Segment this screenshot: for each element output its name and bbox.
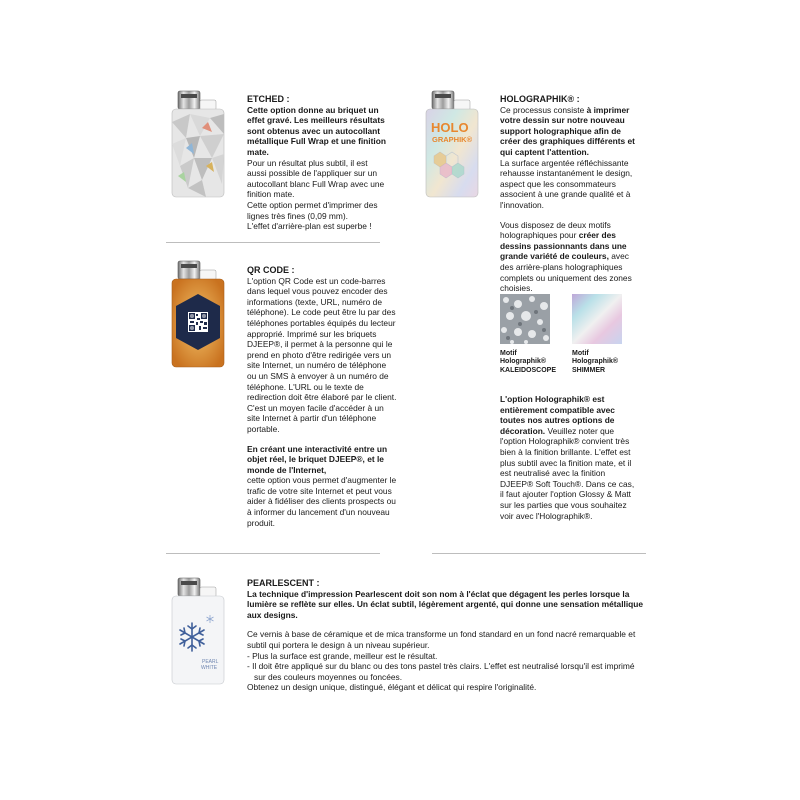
pearlescent-lighter-image [166,575,232,687]
holographik-paragraph-1 [500,105,640,158]
holographik-lighter-image [420,88,486,200]
qr-lighter-image [166,258,232,370]
qr-section [247,265,397,528]
pearlescent-paragraph-2: Obtenez un design unique, distingué, élégant et délicat qui respire l'originalité. [247,682,537,693]
holographik-compatibility [500,394,640,521]
pearlescent-section [247,578,647,693]
etched-section [247,94,387,232]
pearlescent-list [247,651,647,683]
holographik-title: HOLOGRAPHIK® : [500,94,580,104]
divider-qr [166,553,380,554]
holographik-p1-text: Ce processus consiste [500,104,587,115]
etched-paragraph-1: Pour un résultat plus subtil, il est aussi possible de l'appliquer sur un autocollant blanc Full Wrap avec une finition mate. [247,157,385,200]
holographik-section [500,94,640,294]
list-item: - Il doit être appliqué sur du blanc ou des tons pastel très clairs. L'effet est neutralisé lorsqu'il est imprimé sur des couleurs moyennes ou foncées. [247,661,635,682]
holo-logo-line1: HOLO [431,120,469,135]
etched-paragraph-3: L'effet d'arrière-plan est superbe ! [247,221,372,232]
etched-paragraph-2: Cette option permet d'imprimer des lignes très fines (0,09 mm). [247,199,378,221]
pearlescent-intro: La technique d'impression Pearlescent doit son nom à l'éclat que dégagent les perles lorsque la lumière se reflète sur elles. Un éclat subtil, légèrement argenté, qui donne une sensation métallique aux designs. [247,588,644,620]
pearlescent-title: PEARLESCENT : [247,578,320,588]
kaleidoscope-caption: Motif Holographik® KALEIDOSCOPE [500,350,557,374]
holographik-p3-post: avec des arrière-plans holographiques complets ou uniquement des zones choisies. [500,251,632,294]
qr-paragraph-2: C'est un moyen facile d'accéder à un site Internet à partir d'un téléphone portable. [247,402,384,434]
qr-title: QR CODE : [247,265,295,275]
holographik-p1-bold: à imprimer votre dessin sur notre nouveau support holographique afin de créer des graphiques différents et qui captent l'attention. [500,104,635,157]
holographik-paragraph-3 [500,220,640,294]
etched-lighter-image [166,88,232,200]
shimmer-caption: Motif Holographik® SHIMMER [572,350,618,374]
list-item: - Plus la surface est grande, meilleur est le résultat. [247,650,438,661]
holo-logo-line2: GRAPHIK® [432,135,473,144]
pearl-label-2: WHITE [201,665,218,671]
pearl-label-1: PEARL [202,659,219,665]
holographik-p3-text: Vous disposez de deux motifs holographiques pour [500,219,611,241]
pearlescent-paragraph-1: Ce vernis à base de céramique et de mica transforme un fond standard en un fond nacré remarquable et subtil qui portera le design à un niveau supérieur. [247,629,636,650]
holographik-p4-text: Veuillez noter que l'option Holographik® convient très bien à la finition brillante. L'effet est plus subtil avec la finition mate, et il est neutralisé avec la finition DJEEP® Soft Touch®. Dans ce cas, il faut ajouter l'option Glossy & Matt sur les parties que vous souhaitez voir avec l'Holographik®. [500,425,635,521]
etched-intro: Cette option donne au briquet un effet gravé. Les meilleurs résultats sont obtenus avec un autocollant métallique Full Wrap et une finition mate. [247,104,386,157]
shimmer-swatch [572,294,622,344]
etched-title: ETCHED : [247,94,290,104]
qr-paragraph-3: cette option vous permet d'augmenter le trafic de votre site Internet et peut vous aider à fidéliser des clients prospects ou à informer du lancement d'un nouveau produit. [247,475,397,528]
divider-etched [166,242,380,243]
holographik-p3-bold: créer des dessins passionnants dans une grande variété de couleurs, [500,230,627,262]
qr-paragraph-3-bold: En créant une interactivité entre un objet réel, le briquet DJEEP®, et le monde de l'Internet, [247,443,388,475]
kaleidoscope-swatch [500,294,550,344]
holographik-paragraph-2: La surface argentée réfléchissante rehausse instantanément le design, aspect que les consommateurs associent à une grande qualité et à l'innovation. [500,157,633,210]
divider-holographik [432,553,646,554]
qr-paragraph-1: L'option QR Code est un code-barres dans lequel vous pouvez encoder des informations (texte, URL, numéro de téléphone). Le code peut être lu par des téléphones portables équipés du lecteur approprié. Imprimé sur les briquets DJEEP®, il permet à la personne qui le prend en photo d'être redirigée vers un site Internet, un numéro de téléphone ou un SMS à envoyer à un numéro de téléphone. L'URL ou le texte de redirection doit être élaboré par le client. [247,275,397,403]
holographik-p4-bold: L'option Holographik® est entièrement compatible avec toutes nos autres options de décoration. [500,394,615,436]
